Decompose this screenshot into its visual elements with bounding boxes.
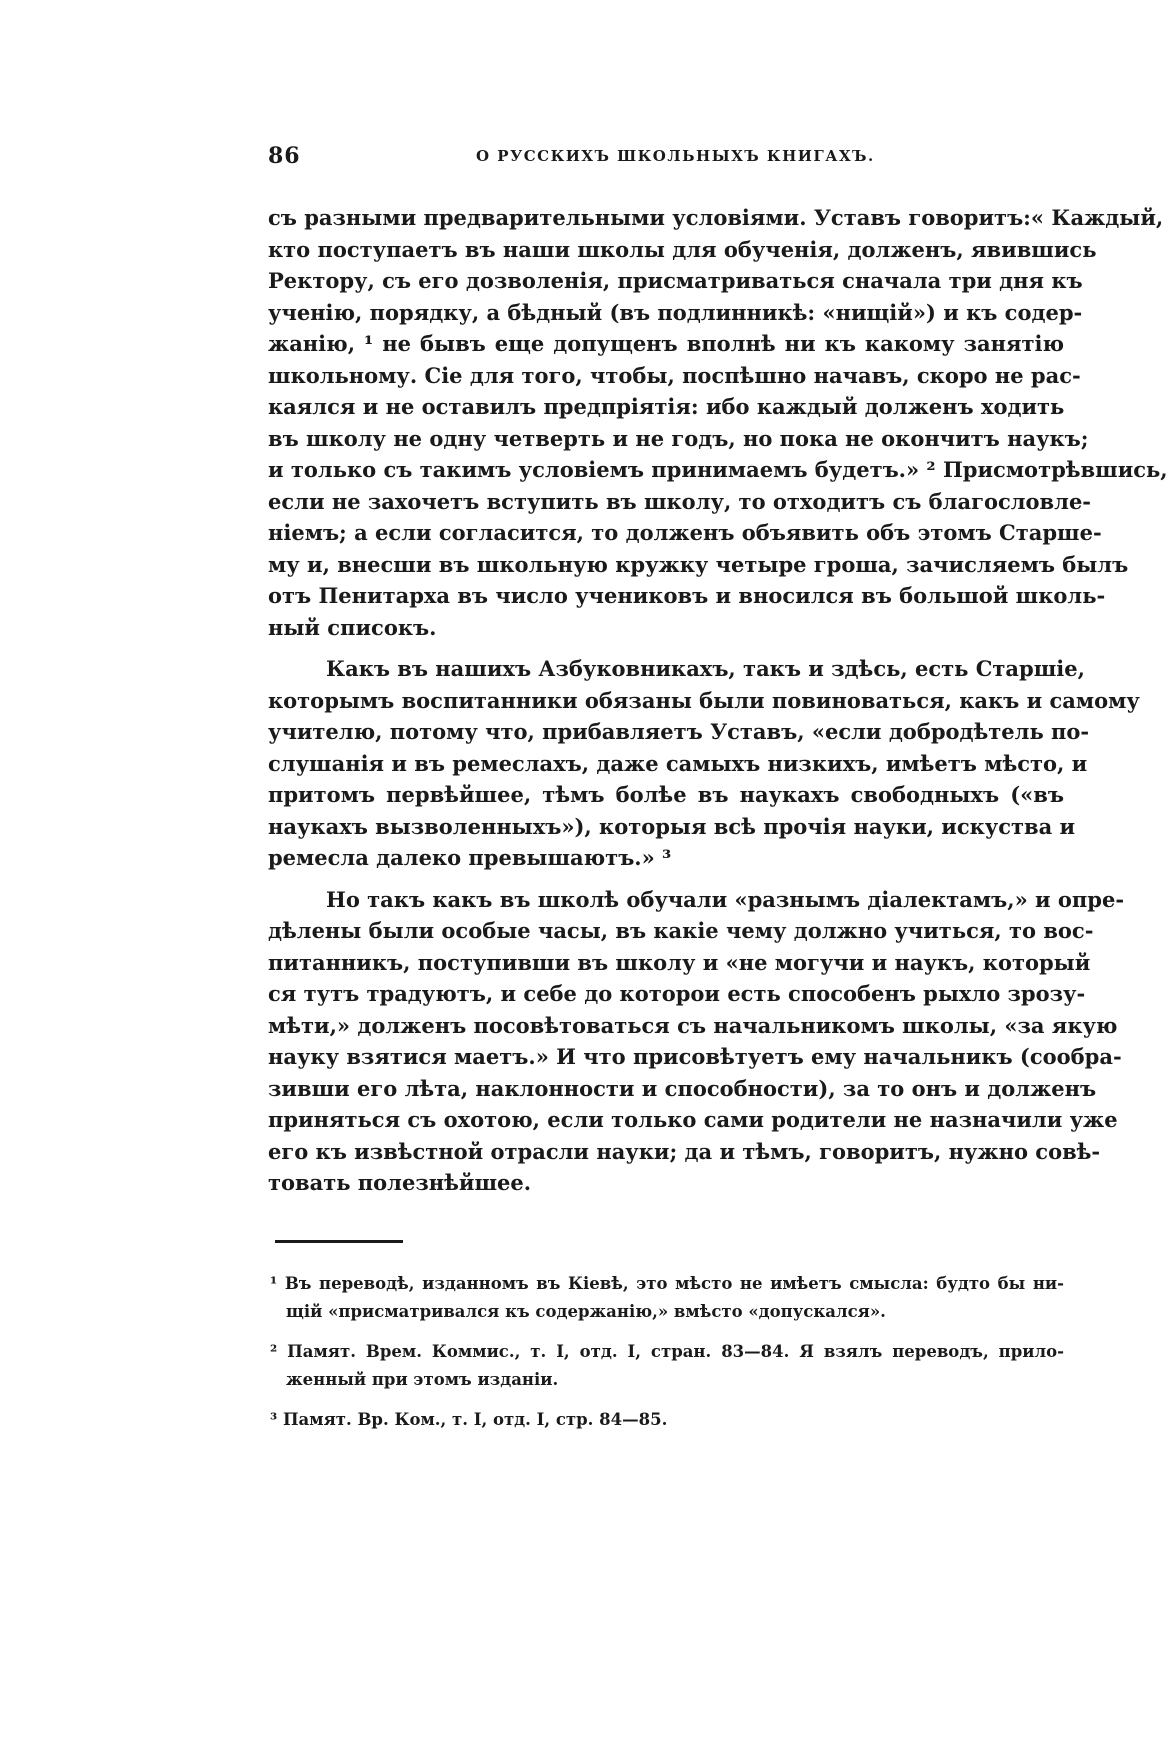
footnote-divider <box>275 1240 403 1243</box>
text-line: съ разными предварительными условiями. Уставъ говоритъ:« Каждый, <box>268 205 1164 230</box>
text-line: Но такъ какъ въ школѣ обучали «разнымъ дiалектамъ,» и опре- <box>326 886 1125 912</box>
text-line: му и, внесши въ школьную кружку четыре гроша, зачисляемъ былъ <box>268 551 1129 577</box>
paragraph <box>268 653 1140 874</box>
text-line: кто поступаетъ въ наши школы для обученiя, долженъ, явившись <box>268 236 1097 262</box>
footnote-line: ¹ Въ переводѣ, изданномъ въ Кiевѣ, это мѣсто не имѣетъ смысла: будто бы ни- <box>270 1274 1064 1293</box>
paragraph <box>268 202 1168 643</box>
paragraph-gap <box>268 874 1064 884</box>
text-line: учителю, потому что, прибавляетъ Уставъ, «если добродѣтель по- <box>268 719 1090 744</box>
text-line: притомъ первѣйшее, тѣмъ болѣе въ наукахъ свободныхъ («въ <box>268 782 1064 807</box>
text-line: Какъ въ нашихъ Азбуковникахъ, такъ и здѣсь, есть Старшiе, <box>326 656 1085 681</box>
text-line: нiемъ; а если согласится, то долженъ объявить объ этомъ Старше- <box>268 520 1102 545</box>
text-line: ученiю, порядку, а бѣдный (въ подлинникѣ: «нищiй») и къ содер- <box>268 299 1083 325</box>
running-title: О РУССКИХЪ ШКОЛЬНЫХЪ КНИГАХЪ. <box>476 147 875 165</box>
text-line: въ школу не одну четверть и не годъ, но пока не окончитъ наукъ; <box>268 425 1089 451</box>
text-line: питанникъ, поступивши въ школу и «не могучи и наукъ, который <box>268 949 1091 975</box>
text-line: и только съ такимъ условiемъ принимаемъ будетъ.» ² Присмотрѣвшись, <box>268 457 1168 482</box>
text-line: зивши его лѣта, наклонности и способности), за то онъ и долженъ <box>268 1075 1097 1101</box>
page-number: 86 <box>268 143 301 169</box>
text-line: наукахъ вызволенныхъ»), которыя всѣ прочiя науки, искуства и <box>268 813 1076 839</box>
text-line: науку взятися маетъ.» И что присовѣтуетъ ему начальникъ (сообра- <box>268 1044 1122 1069</box>
footnote-gap <box>270 1326 1064 1338</box>
footnote-line: ³ Памят. Вр. Ком., т. I, отд. I, стр. 84—85. <box>270 1410 668 1429</box>
footnote <box>270 1338 1064 1394</box>
text-line: его къ извѣстной отрасли науки; да и тѣмъ, говоритъ, нужно совѣ- <box>268 1138 1101 1164</box>
body-text <box>268 202 1168 1199</box>
text-line: отъ Пенитарха въ число учениковъ и вносился въ большой школь- <box>268 583 1106 608</box>
text-line: которымъ воспитанники обязаны были повиноваться, какъ и самому <box>268 687 1140 713</box>
footnote-line: ² Памят. Врем. Коммис., т. I, отд. I, стран. 83—84. Я взялъ переводъ, прило- <box>270 1342 1064 1361</box>
footnote-gap <box>270 1394 1064 1406</box>
text-line: жанiю, ¹ не бывъ еще допущенъ вполнѣ ни къ какому занятiю <box>268 331 1064 356</box>
footnote <box>270 1406 1064 1434</box>
text-line: если не захочетъ вступить въ школу, то отходитъ съ благословле- <box>268 488 1092 514</box>
text-line: Ректору, съ его дозволенiя, присматриваться сначала три дня къ <box>268 268 1083 293</box>
text-line: приняться съ охотою, если только сами родители не назначили уже <box>268 1107 1118 1132</box>
text-line: мѣти,» долженъ посовѣтоваться съ начальникомъ школы, «за якую <box>268 1012 1118 1038</box>
text-line: дѣлены были особые часы, въ какiе чему должно учиться, то вос- <box>268 918 1094 943</box>
text-line: ный списокъ. <box>268 614 437 640</box>
text-line: ся тутъ традуютъ, и себе до которои есть способенъ рыхло зрозу- <box>268 981 1086 1006</box>
text-line: ремесла далеко превышаютъ.» ³ <box>268 845 672 870</box>
text-line: школьному. Сiе для того, чтобы, поспѣшно начавъ, скоро не рас- <box>268 362 1081 388</box>
footnote-line: женный при этомъ изданiи. <box>286 1370 559 1389</box>
paragraph-gap <box>268 643 1064 653</box>
footnote <box>270 1270 1064 1326</box>
running-head <box>268 143 1068 173</box>
footnotes <box>270 1270 1064 1434</box>
text-line: товать полезнѣйшее. <box>268 1170 532 1195</box>
paragraph <box>268 884 1125 1199</box>
text-line: каялся и не оставилъ предпрiятiя: ибо каждый долженъ ходить <box>268 394 1065 419</box>
text-line: слушанiя и въ ремеслахъ, даже самыхъ низкихъ, имѣетъ мѣсто, и <box>268 750 1088 776</box>
footnote-line: щiй «присматривался къ содержанiю,» вмѣсто «допускался». <box>286 1302 886 1321</box>
